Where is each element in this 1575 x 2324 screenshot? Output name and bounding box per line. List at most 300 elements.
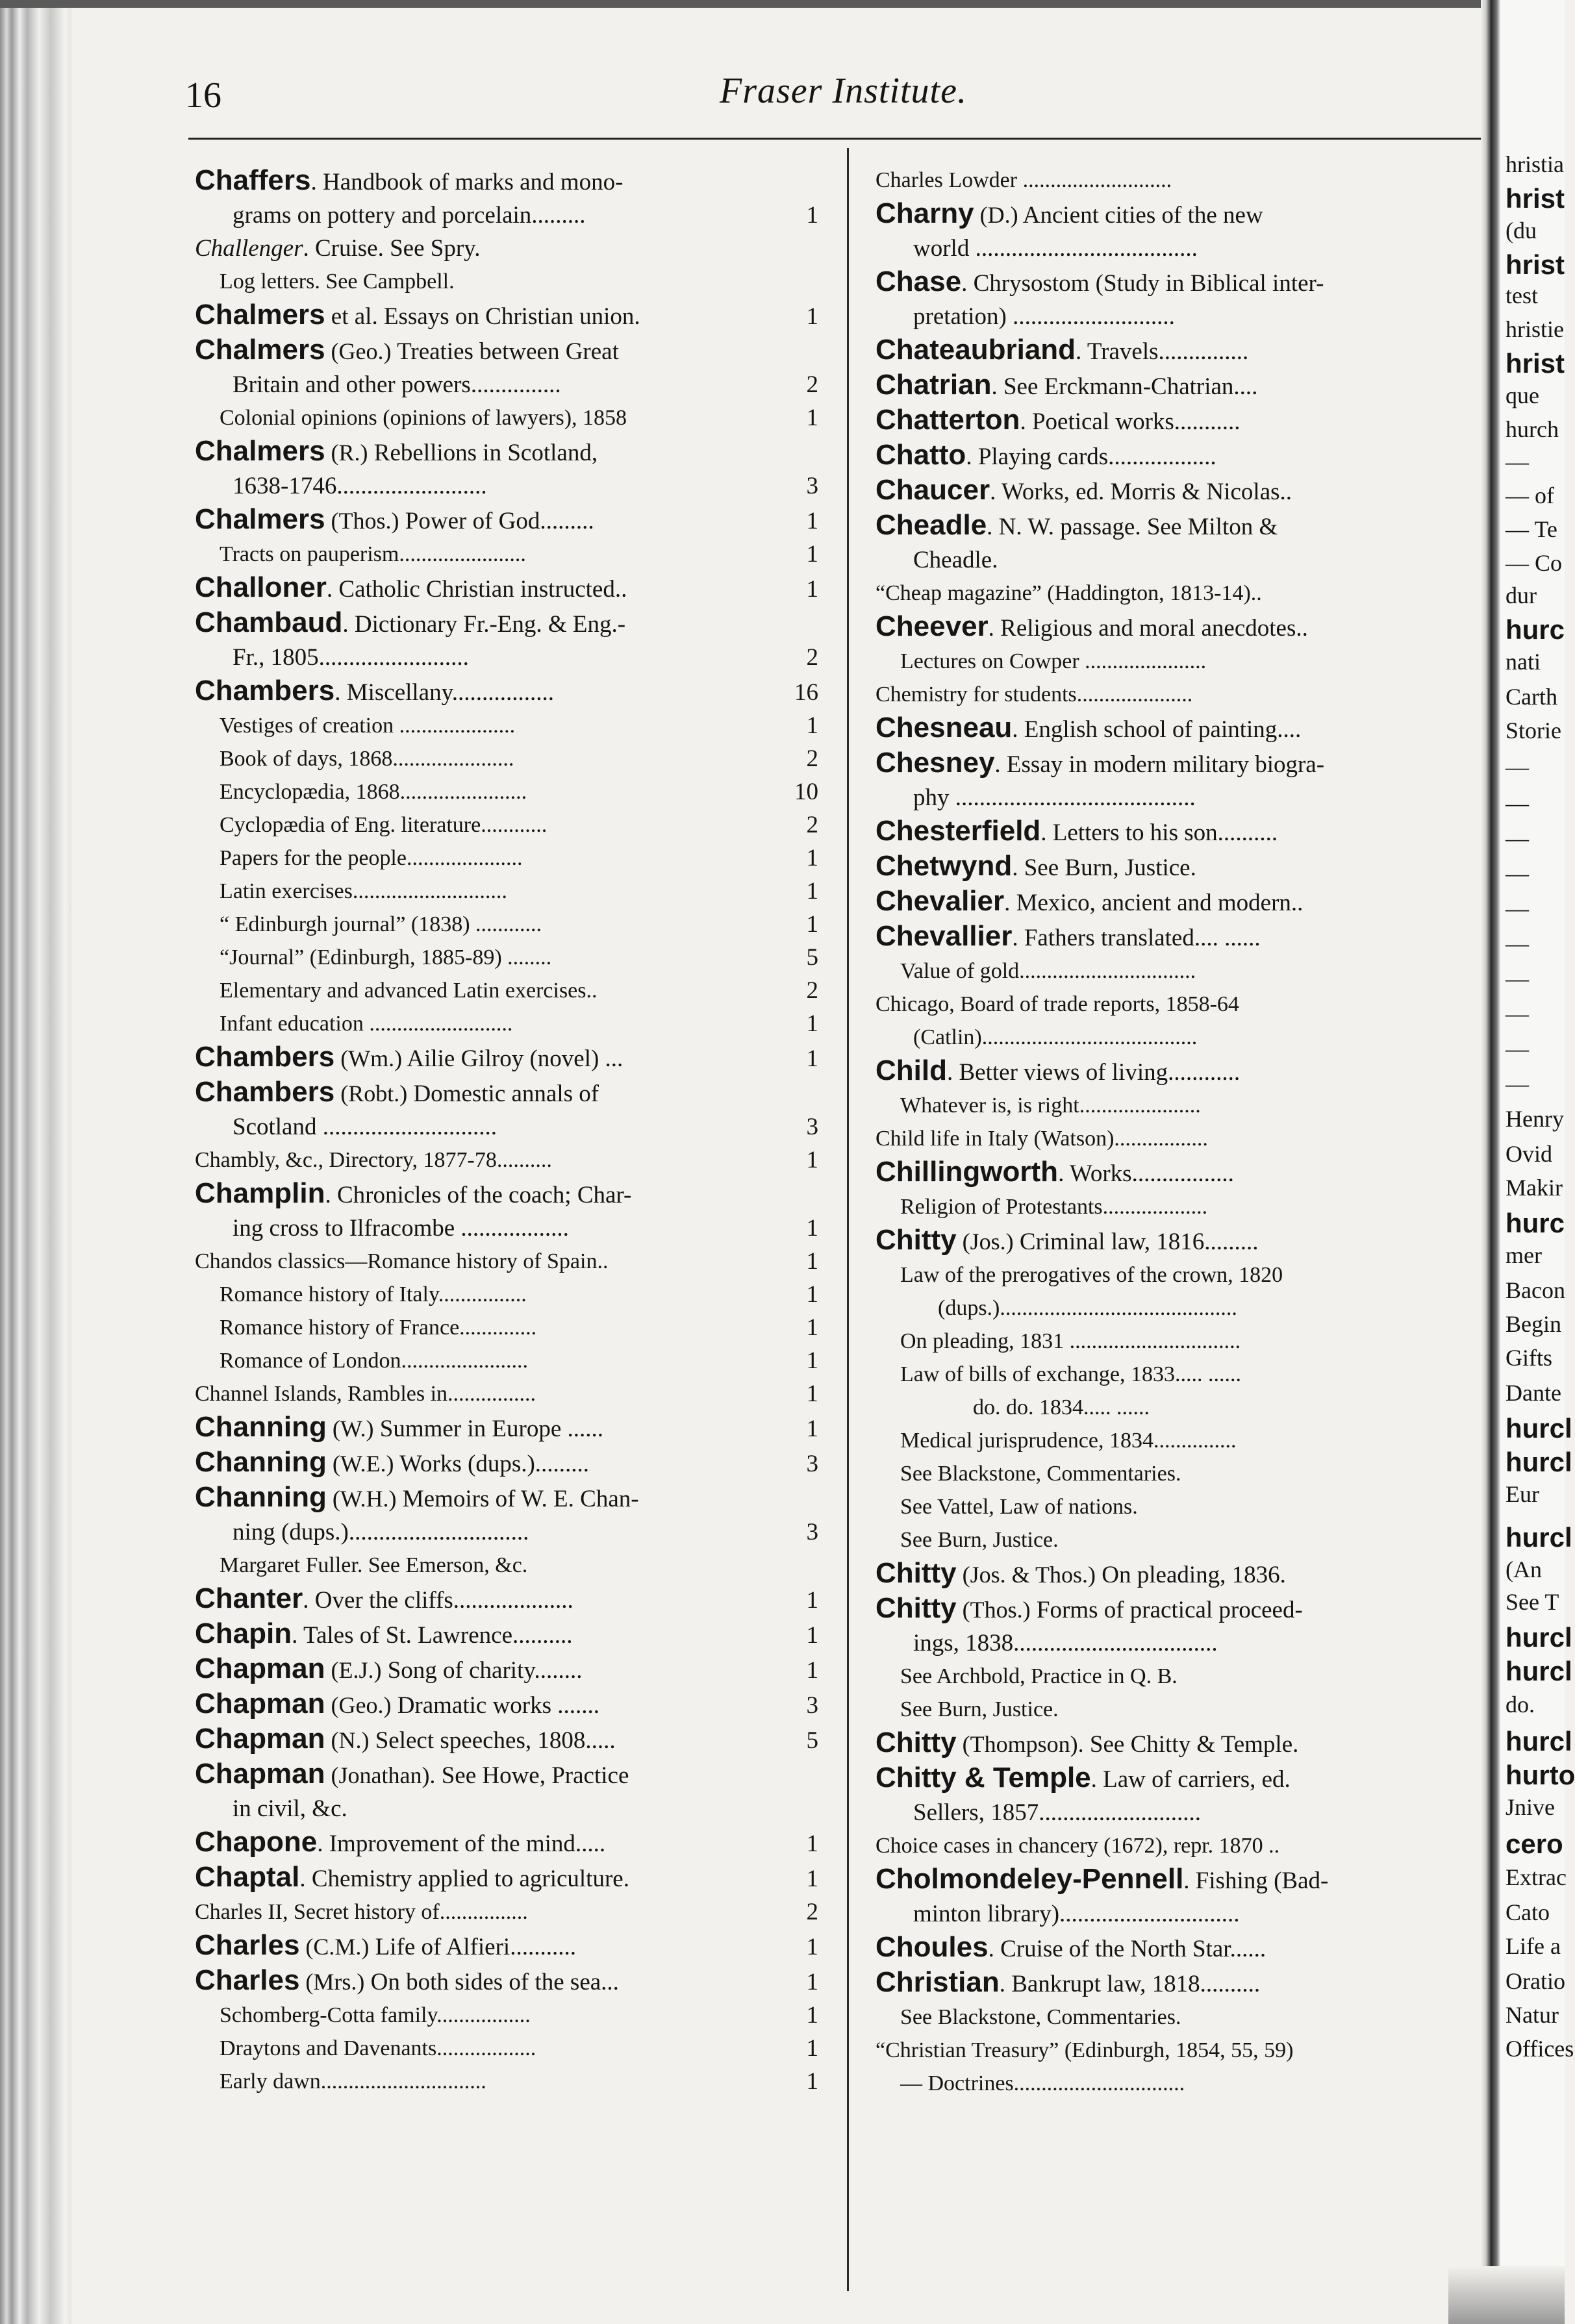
index-entry [195,265,818,298]
index-entry [876,988,1480,1054]
entry-text [195,401,792,434]
index-entry [876,1829,1480,1862]
entry-heading: Chitty & Temple [876,1762,1091,1793]
top-shadow-band [0,0,1565,8]
entry-text [195,298,792,333]
neighbour-fragment: — [1506,895,1529,921]
entry-text [195,2065,792,2098]
entry-description: Summer in Europe ...... [373,1416,604,1442]
entry-text [876,1325,1454,1358]
index-entry [195,1722,818,1757]
entry-initials: (E.J.) [325,1657,382,1683]
neighbour-fragment: — [1506,1036,1529,1062]
neighbour-fragment: Oratio [1506,1968,1565,1994]
entry-description: Rebellions in Scotland, [368,440,598,466]
entry-heading: Channing [195,1446,327,1478]
volume-count: 1 [806,1215,818,1242]
entry-subtitle: Elementary and advanced Latin exercises.. [220,979,598,1003]
neighbour-fragment: hrist [1506,249,1565,280]
entry-subtitle: Romance history of France.............. [220,1316,537,1340]
entry-heading: Chapman [195,1688,325,1719]
entry-heading: Chateaubriand [876,334,1076,366]
entry-text [876,1122,1454,1155]
volume-count: 1 [806,202,818,229]
neighbour-fragment: Jnive [1506,1794,1555,1820]
entry-subtitle: Book of days, 1868...................... [220,747,514,771]
index-entry [195,1652,818,1687]
index-entry [195,606,818,674]
entry-text [876,1089,1454,1122]
entry-heading: Cheever [876,610,989,642]
index-entry [876,473,1480,508]
entry-continuation: world ..................................... [913,235,1198,262]
index-entry [195,875,818,908]
entry-heading: Channing [195,1481,327,1513]
index-entry [195,571,818,606]
entry-heading: Chitty [876,1592,957,1624]
entry-text [876,197,1454,265]
entry-text [876,1761,1454,1829]
entry-description: Select speeches, 1808..... [369,1727,616,1754]
entry-text [195,1075,792,1143]
entry-heading: Cheadle [876,509,987,541]
entry-continuation: phy ........................................ [913,784,1196,811]
index-entry [876,1122,1480,1155]
neighbour-fragment: Offices [1506,2036,1574,2062]
entry-text [195,1929,792,1964]
index-entry [876,2067,1480,2100]
entry-subtitle: Margaret Fuller. See Emerson, &c. [220,1553,528,1577]
neighbour-fragment: Storie [1506,718,1561,743]
index-entry [876,1391,1480,1424]
entry-heading: Chapone [195,1826,318,1858]
entry-text [195,709,792,742]
index-entry [195,1481,818,1549]
entry-continuation: 1638-1746......................... [233,473,487,499]
index-entry [195,1377,818,1410]
entry-text [876,746,1454,814]
volume-count: 1 [806,1934,818,1960]
entry-description: On pleading, 1836. [1096,1562,1286,1588]
entry-continuation: ing cross to Ilfracombe .................. [233,1215,569,1242]
entry-text [876,1457,1454,1490]
index-entry [195,2032,818,2065]
entry-text [195,941,792,974]
neighbour-fragment: test [1506,282,1538,308]
neighbour-fragment: Eur [1506,1481,1539,1507]
volume-count: 2 [806,977,818,1004]
neighbour-fragment: — [1506,1001,1529,1027]
entry-description: . Travels............... [1076,338,1249,365]
entry-text [195,538,792,571]
entry-text [876,2067,1454,2100]
entry-heading: Charles [195,1929,300,1961]
index-entry [876,1054,1480,1089]
neighbour-fragment: Bacon [1506,1277,1565,1303]
entry-heading: Chesneau [876,712,1013,743]
index-entry [195,1278,818,1311]
entry-text [195,775,792,808]
entry-text [876,988,1454,1054]
neighbour-fragment: — [1506,1071,1529,1097]
entry-text [876,919,1454,955]
neighbour-fragment: Natur [1506,2002,1559,2028]
neighbour-fragment: Carth [1506,684,1557,710]
volume-count: 1 [806,508,818,534]
volume-count: 1 [806,845,818,871]
volume-count: 1 [806,911,818,938]
entry-description: See Howe, Practice [435,1762,629,1789]
index-entry [876,1660,1480,1693]
index-entry [876,197,1480,265]
index-entry [195,503,818,538]
entry-heading: Chevallier [876,920,1013,952]
volume-count: 3 [806,1114,818,1140]
volume-count: 1 [806,1314,818,1341]
index-entry [195,842,818,875]
entry-initials: (Robt.) [334,1081,408,1106]
entry-description: Dramatic works ....... [391,1692,600,1719]
book-spine [1481,0,1500,2324]
index-entry [876,508,1480,577]
index-entry [195,164,818,232]
neighbour-fragment: — Co [1506,550,1563,576]
entry-text [195,908,792,941]
entry-description: . N. W. passage. See Milton & [987,514,1278,540]
index-entry [195,1860,818,1895]
index-entry [195,1445,818,1481]
entry-subtitle: Medical jurisprudence, 1834............... [900,1429,1237,1453]
index-entry [876,1155,1480,1190]
entry-heading: Chaptal [195,1861,300,1893]
entry-subtitle: Romance of London....................... [220,1349,528,1373]
entry-description: See Chitty & Temple. [1083,1731,1299,1758]
index-entry [876,1190,1480,1223]
entry-heading: Chambers [195,1041,335,1073]
entry-description: . Mexico, ancient and modern.. [1004,890,1304,916]
entry-text [195,1895,792,1929]
entry-subtitle: Infant education .......................... [220,1012,513,1036]
entry-text [195,674,792,709]
column-rule [847,148,849,2291]
neighbour-fragment: hurto [1506,1760,1575,1790]
entry-subtitle: Encyclopædia, 1868....................... [220,780,527,804]
entry-subtitle: Tracts on pauperism....................... [220,542,526,566]
entry-text [876,1424,1454,1457]
entry-text [195,503,792,538]
entry-text [876,849,1454,884]
entry-subtitle: Channel Islands, Rambles in................ [195,1382,536,1406]
entry-heading: Chatrian [876,369,992,401]
neighbour-fragment: Cato [1506,1899,1550,1925]
volume-count: 1 [806,1045,818,1072]
entry-description: . Chemistry applied to agriculture. [299,1866,629,1892]
entry-continuation: Scotland ............................. [233,1114,497,1140]
neighbour-fragment: See T [1506,1589,1559,1615]
entry-description: . Law of carriers, ed. [1090,1766,1291,1793]
entry-subtitle: Charles Lowder ........................... [876,168,1172,192]
entry-heading: Chalmers [195,299,325,331]
index-entry [876,711,1480,746]
index-entry [876,438,1480,473]
entry-text [195,1860,792,1895]
entry-subtitle: Choice cases in chancery (1672), repr. 1870 .. [876,1834,1280,1858]
index-entry [195,1311,818,1344]
volume-count: 1 [806,1147,818,1173]
index-entry [195,434,818,503]
entry-subtitle: Value of gold................................ [900,959,1196,983]
entry-text [195,2032,792,2065]
entry-heading: Chitty [876,1727,957,1758]
neighbour-page [1500,0,1575,2324]
volume-count: 1 [806,541,818,568]
entry-continuation: ings, 1838.................................. [913,1630,1218,1656]
entry-text [195,1825,792,1860]
entry-subtitle: “Christian Treasury” (Edinburgh, 1854, 55, 59) [876,2038,1294,2062]
entry-description: . Poetical works........... [1020,408,1241,435]
entry-continuation: Britain and other powers............... [233,371,561,398]
entry-description: Works (dups.)......... [394,1451,590,1477]
entry-text [195,1964,792,1999]
entry-description: On both sides of the sea... [364,1969,619,1995]
entry-text [195,1999,792,2032]
entry-text [876,1930,1454,1966]
entry-text [876,2001,1454,2034]
index-entry [195,1582,818,1617]
index-entry [195,1075,818,1143]
page-number: 16 [185,75,221,116]
entry-subtitle: See Vattel, Law of nations. [900,1495,1138,1519]
entry-initials: (Jonathan). [325,1762,436,1788]
entry-text [876,368,1454,403]
entry-text [195,875,792,908]
entry-heading: Chalmers [195,435,325,467]
entry-continuation: Sellers, 1857........................... [913,1799,1201,1826]
entry-initials: (Thompson). [956,1731,1084,1757]
entry-text [195,1687,792,1722]
entry-continuation: minton library).............................. [913,1901,1240,1927]
entry-description: . Better views of living............ [946,1059,1241,1086]
volume-count: 1 [806,1010,818,1037]
index-entry [876,1490,1480,1523]
index-entry [195,1964,818,1999]
entry-initials: (W.H.) [326,1486,397,1512]
neighbour-fragment: — Te [1506,516,1557,542]
entry-description: Song of charity........ [381,1657,583,1684]
neighbour-fragment: dur [1506,582,1537,608]
entry-text [876,265,1454,333]
neighbour-fragment: Makir [1506,1175,1563,1201]
left-column [195,164,818,2098]
entry-subtitle: Religion of Protestants................... [900,1195,1208,1219]
entry-description: . See Erckmann-Chatrian.... [991,373,1258,400]
index-entry [876,1325,1480,1358]
volume-count: 5 [806,1727,818,1754]
entry-text [195,1410,792,1445]
entry-initials: (Thos.) [325,508,399,534]
index-entry [876,1693,1480,1726]
neighbour-fragment: hrist [1506,183,1565,214]
index-entry [195,742,818,775]
entry-text [876,1829,1454,1862]
index-entry [876,1556,1480,1592]
entry-description: . Chrysostom (Study in Biblical inter- [961,270,1324,297]
entry-description: . Chronicles of the coach; Char- [325,1182,632,1208]
entry-text [195,571,792,606]
neighbour-fragment: Ovid [1506,1141,1552,1167]
entry-heading: Challoner [195,571,327,603]
volume-count: 10 [794,779,818,805]
entry-text [876,814,1454,849]
index-entry [195,1007,818,1040]
volume-count: 1 [806,405,818,431]
entry-subtitle: Chicago, Board of trade reports, 1858-64 [876,992,1239,1016]
neighbour-fragment: hurcl [1506,1447,1572,1477]
entry-description: . Handbook of marks and mono- [310,169,624,195]
entry-subtitle: Draytons and Davenants.................. [220,2036,536,2060]
entry-text [195,1582,792,1617]
index-entry [195,808,818,842]
volume-count: 1 [806,1281,818,1308]
entry-description: Treaties between Great [391,338,619,365]
index-entry [195,1825,818,1860]
entry-text [876,1660,1454,1693]
index-entry [876,577,1480,610]
entry-heading: Champlin [195,1177,325,1209]
entry-text [876,1190,1454,1223]
volume-count: 1 [806,1587,818,1614]
entry-heading: Chalmers [195,503,325,535]
neighbour-fragment: (An [1506,1556,1542,1582]
entry-text [876,1155,1454,1190]
entry-subtitle: Schomberg-Cotta family................. [220,2003,531,2027]
index-entry [195,1143,818,1177]
index-entry [195,908,818,941]
index-entry [195,333,818,401]
index-entry [876,1862,1480,1930]
entry-heading: Chambers [195,675,335,706]
index-entry [876,1424,1480,1457]
index-entry [195,941,818,974]
neighbour-fragment: — [1506,825,1529,851]
neighbour-fragment: Henry [1506,1106,1564,1132]
entry-text [195,1177,792,1245]
neighbour-fragment: hristia [1506,151,1564,177]
entry-text [876,1726,1454,1761]
entry-text [876,711,1454,746]
header-rule [188,138,1481,140]
index-entry [876,955,1480,988]
neighbour-fragment: hurch [1506,416,1559,442]
entry-heading: Chitty [876,1557,957,1589]
entry-text [876,1258,1454,1325]
entry-description: Power of God......... [399,508,594,534]
neighbour-fragment: hurcl [1506,1522,1572,1553]
entry-text [876,1054,1454,1089]
index-entry [195,538,818,571]
entry-description: Ailie Gilroy (novel) ... [402,1045,624,1072]
entry-description: . Improvement of the mind..... [317,1830,606,1857]
entry-subtitle: Chandos classics—Romance history of Spain.. [195,1249,609,1273]
neighbour-fragment: hurc [1506,1208,1565,1238]
index-entry [195,1895,818,1929]
index-entry [876,746,1480,814]
right-column [876,164,1480,2100]
index-entry [195,401,818,434]
entry-heading: Channing [195,1411,327,1443]
index-entry [876,919,1480,955]
entry-initials: (C.M.) [299,1934,370,1960]
entry-description: . Miscellany................. [334,679,554,706]
entry-heading: Chambers [195,1076,335,1108]
entry-text [195,1143,792,1177]
neighbour-fragment: hurcl [1506,1656,1572,1686]
entry-text [876,1523,1454,1556]
entry-subtitle: See Blackstone, Commentaries. [900,2005,1181,2029]
entry-text [195,1652,792,1687]
entry-text [195,842,792,875]
volume-count: 1 [806,2035,818,2062]
entry-description: . Catholic Christian instructed.. [326,576,627,603]
entry-heading: Chatterton [876,404,1020,436]
neighbour-fragment: — [1506,449,1529,475]
index-entry [876,1726,1480,1761]
entry-heading: Chanter [195,1582,303,1614]
index-entry [876,1523,1480,1556]
entry-subtitle: See Burn, Justice. [900,1528,1059,1552]
entry-heading: Chalmers [195,334,325,366]
entry-text [195,265,792,298]
neighbour-fragment: que [1506,382,1539,408]
neighbour-fragment: Dante [1506,1380,1561,1406]
index-entry [876,164,1480,197]
entry-text [876,1693,1454,1726]
volume-count: 2 [806,812,818,838]
index-entry [876,2034,1480,2067]
index-entry [876,368,1480,403]
entry-subtitle: Papers for the people..................... [220,846,523,870]
volume-count: 1 [806,2002,818,2029]
volume-count: 1 [806,2068,818,2095]
neighbour-fragment: mer [1506,1242,1542,1268]
index-entry [876,1358,1480,1391]
entry-description: . English school of painting.... [1012,716,1302,743]
entry-subtitle: Lectures on Cowper ...................... [900,649,1207,673]
entry-description: . Letters to his son.......... [1040,819,1278,846]
index-entry [195,1617,818,1652]
entry-continuation: (dups.)........................................... [938,1296,1237,1320]
entry-text [195,606,792,674]
neighbour-fragment: — [1506,966,1529,992]
entry-text [195,1445,792,1481]
index-entry [195,1929,818,1964]
entry-heading: Chesney [876,747,995,779]
neighbour-fragment: Extrac [1506,1864,1567,1890]
entry-initials: (Mrs.) [299,1969,365,1995]
entry-heading: Chapman [195,1723,325,1755]
entry-heading: Charles [195,1964,300,1996]
index-entry [195,1757,818,1825]
entry-text [876,2034,1454,2067]
entry-heading: Chillingworth [876,1156,1059,1188]
volume-count: 3 [806,473,818,499]
entry-subtitle: Early dawn.............................. [220,2069,486,2093]
volume-count: 5 [806,944,818,971]
entry-description: . Works................. [1058,1160,1234,1187]
neighbour-fragment: — [1506,790,1529,816]
index-entry [876,610,1480,645]
neighbour-fragment: — of [1506,482,1554,508]
